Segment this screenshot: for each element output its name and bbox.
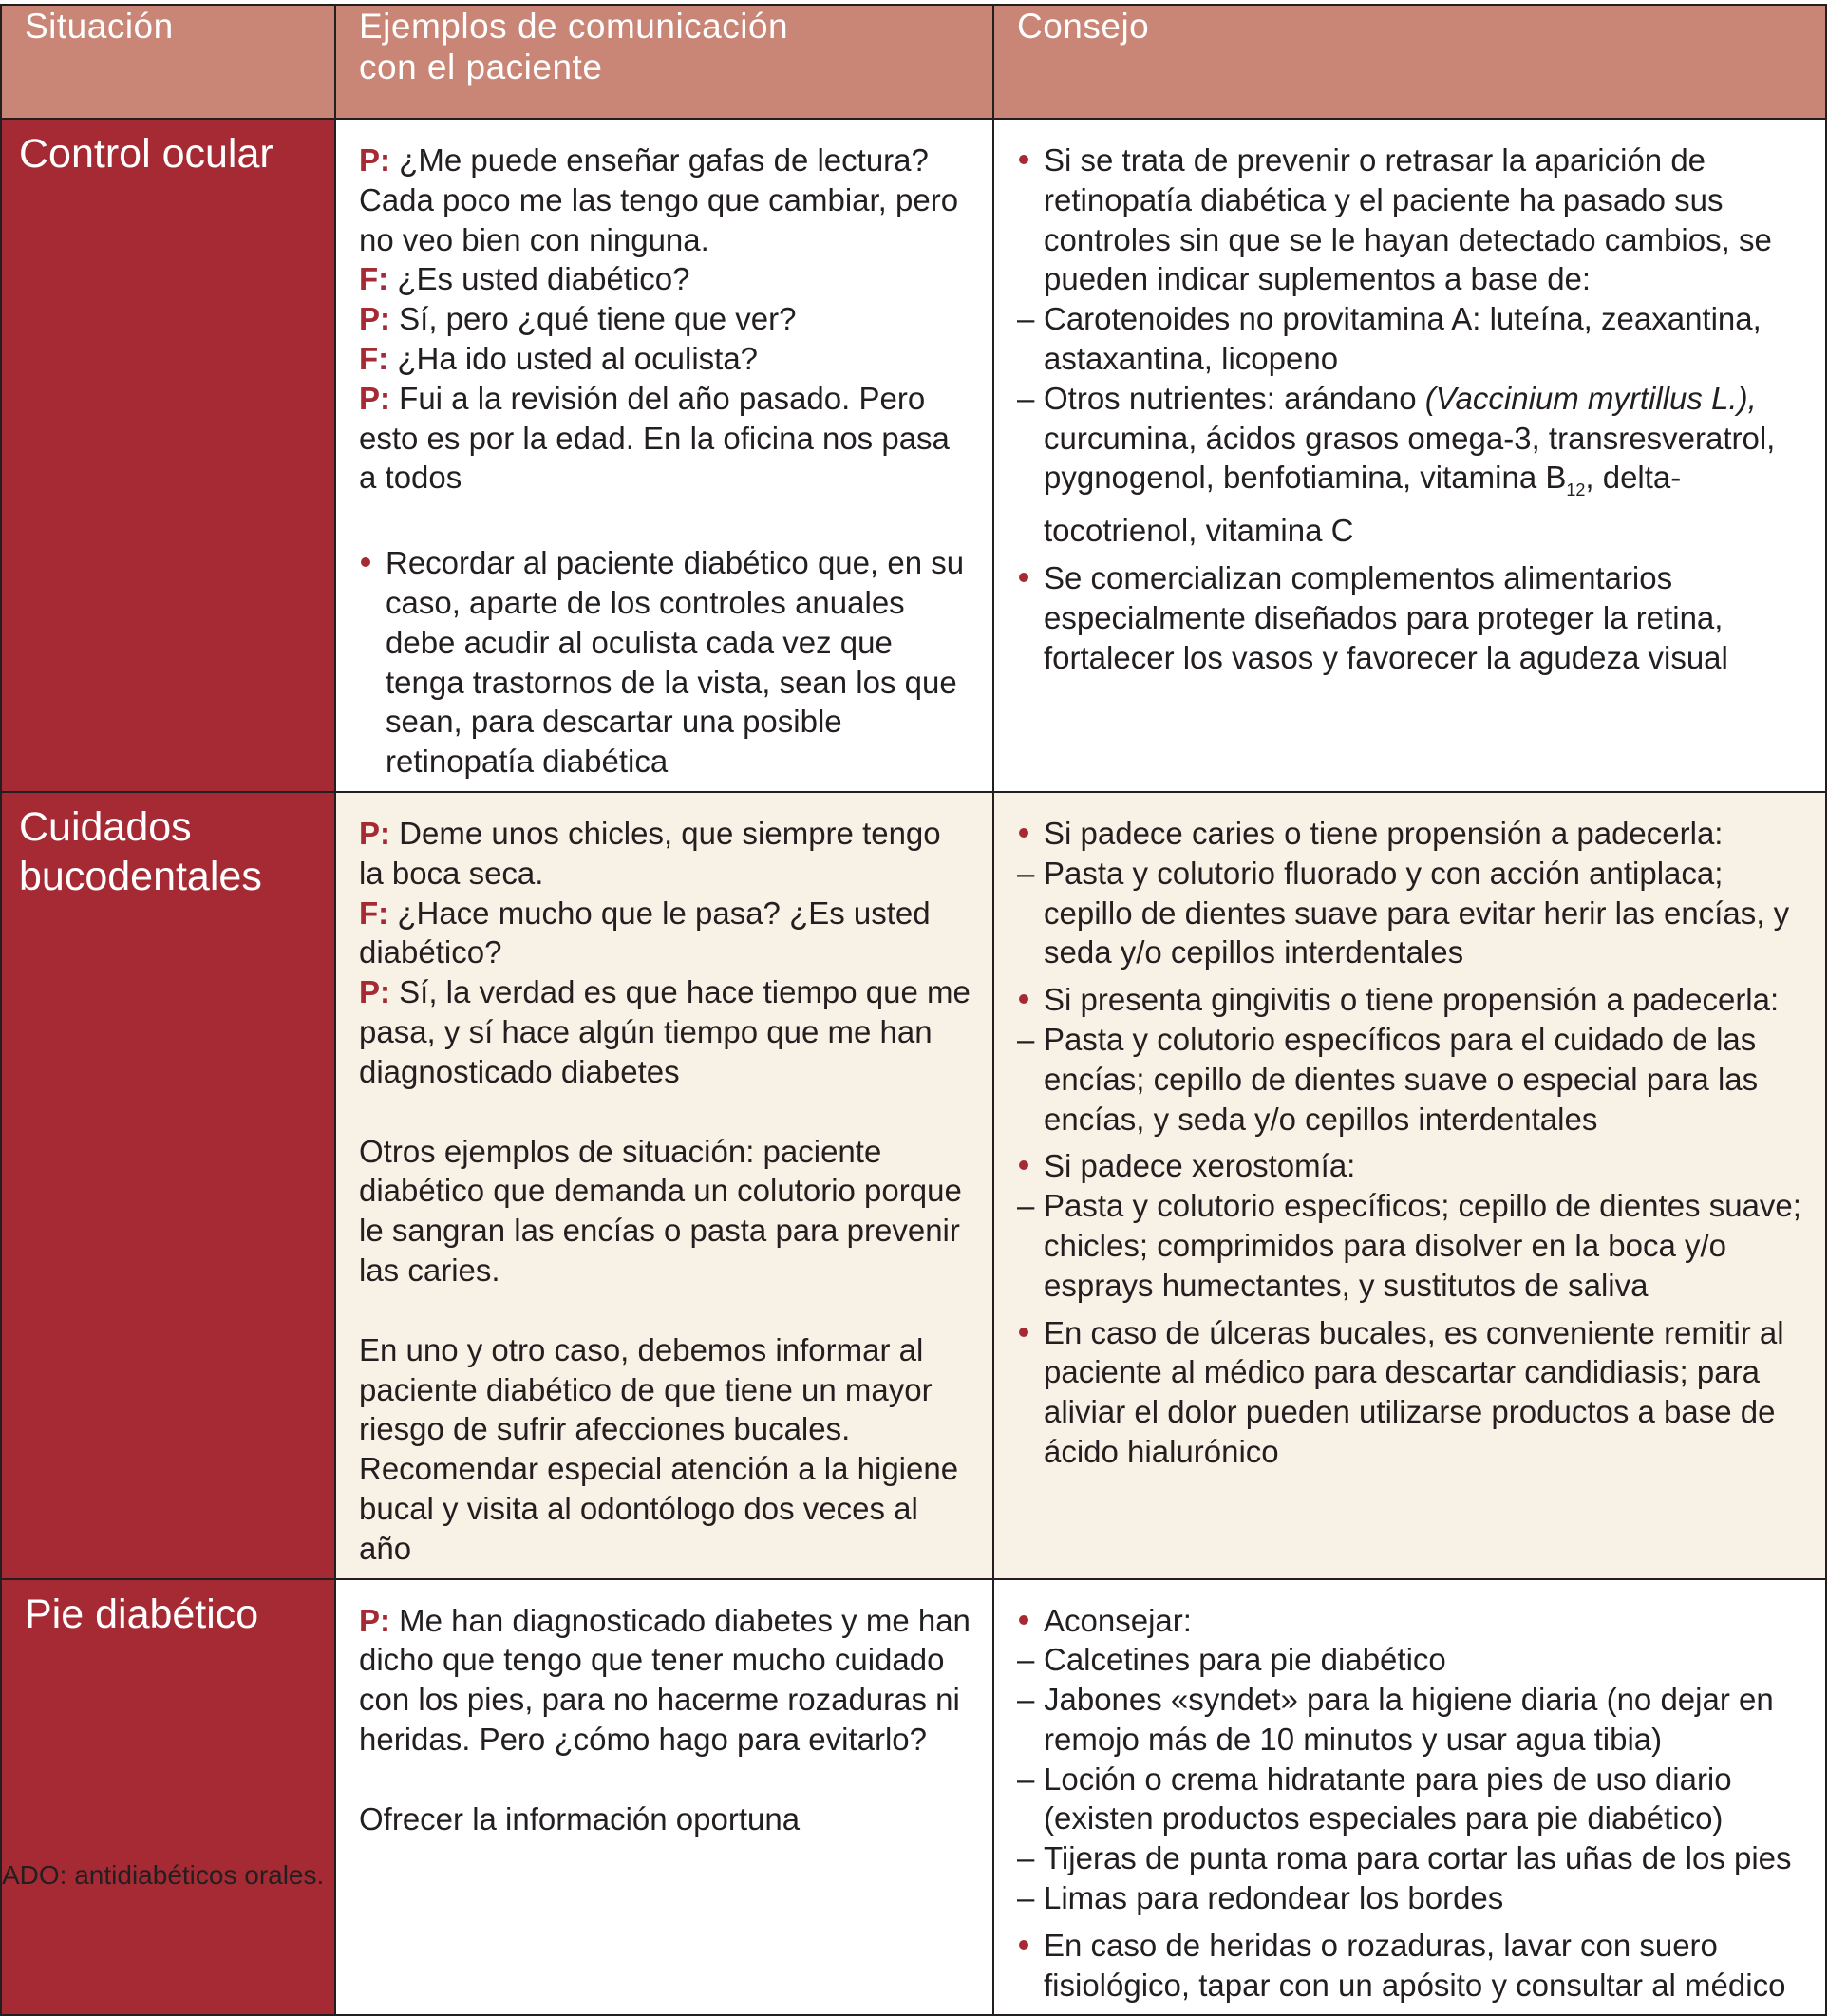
advice-table <box>0 4 1827 2016</box>
sub-item: – Carotenoides no provitamina A: luteína, zeaxantina, astaxantina, licopeno <box>1017 301 1762 376</box>
bullet-dot-icon <box>1019 155 1028 164</box>
bullet-dot-icon <box>1019 1940 1028 1950</box>
bullet-dot-icon <box>1019 573 1028 582</box>
table-row <box>1 119 1826 792</box>
sub-item: – Pasta y colutorio específicos; cepillo de dientes suave; chicles; comprimidos para disolver en la boca y/o esprays humectantes, y sustitutos de saliva <box>1017 1188 1801 1303</box>
sub-item: – Pasta y colutorio fluorado y con acción antiplaca; cepillo de dientes suave para evitar herir las encías, y seda y/o cepillos interdentales <box>1017 855 1790 970</box>
advice-cell <box>993 792 1826 1579</box>
sub-item: – Otros nutrientes: arándano (Vaccinium myrtillus L.), curcumina, ácidos grasos omega-3, transresveratrol, pygnogenol, benfotiamina, vitamina $B_{12}$, delta-tocotrienol, vitamina C <box>1017 380 1776 549</box>
bullet-dot-icon <box>1019 1615 1028 1625</box>
bullet-item: En caso de úlceras bucales, es conveniente remitir al paciente al médico para descartar candidiasis; para aliviar el dolor pueden utilizarse productos a base de ácido hialurónico <box>1017 1313 1806 1472</box>
bullet-item: Si padece xerostomía: <box>1017 1146 1806 1186</box>
paragraph: En uno y otro caso, debemos informar al paciente diabético de que tiene un mayor riesgo de sufrir afecciones bucales. Recomendar especial atención a la higiene bucal y visita al odontólogo dos veces al año <box>359 1331 959 1566</box>
dialogue-line: P: Me han diagnosticado diabetes y me han dicho que tengo que tener mucho cuidado con los pies, para no hacerme rozaduras ni heridas. Pero ¿cómo hago para evitarlo? <box>359 1602 971 1757</box>
header-ejemplos: Ejemplos de comunicación con el paciente <box>335 5 993 119</box>
dialogue-line: P: Deme unos chicles, que siempre tengo la boca seca. <box>359 815 941 891</box>
bullet-dot-icon <box>361 557 370 567</box>
table-row <box>1 1579 1826 2016</box>
bullet-dot-icon <box>1019 828 1028 838</box>
bullet-dot-icon <box>1019 1160 1028 1170</box>
bullet-dot-icon <box>1019 1328 1028 1337</box>
bullet-item: Si se trata de prevenir o retrasar la aparición de retinopatía diabética y el paciente ha pasado sus controles sin que se le hayan detectado cambios, se pueden indicar suplementos a base de: <box>1017 141 1806 299</box>
communication-cell <box>335 119 993 792</box>
communication-cell <box>335 1579 993 2016</box>
sub-item: – Loción o crema hidratante para pies de uso diario (existen productos especiales para pie diabético) <box>1017 1761 1732 1837</box>
situation-label: Cuidados bucodentales <box>19 803 262 899</box>
dialogue-line: P: Sí, la verdad es que hace tiempo que me pasa, y sí hace algún tiempo que me han diagnosticado diabetes <box>359 974 971 1089</box>
header-situacion: Situación <box>1 5 335 119</box>
dialogue-line: F: ¿Es usted diabético? <box>359 261 690 297</box>
advice-cell <box>993 1579 1826 2016</box>
bullet-dot-icon <box>1019 994 1028 1004</box>
situation-cell <box>1 1579 335 2016</box>
footnote: ADO: antidiabéticos orales. <box>2 1860 325 1890</box>
dialogue-line: P: Sí, pero ¿qué tiene que ver? <box>359 301 797 337</box>
header-consejo: Consejo <box>993 5 1826 119</box>
dialogue-line: P: Fui a la revisión del año pasado. Pero esto es por la edad. En la oficina nos pasa a todos <box>359 380 950 496</box>
table-header-row <box>1 5 1826 119</box>
dialogue-line: P: ¿Me puede enseñar gafas de lectura? Cada poco me las tengo que cambiar, pero no veo bien con ninguna. <box>359 142 959 257</box>
sub-item: – Calcetines para pie diabético <box>1017 1642 1446 1678</box>
sub-item: – Limas para redondear los bordes <box>1017 1880 1504 1916</box>
situation-label: Control ocular <box>19 131 273 177</box>
bullet-item: Aconsejar: <box>1017 1601 1806 1641</box>
table-row <box>1 792 1826 1579</box>
sub-item: – Pasta y colutorio específicos para el cuidado de las encías; cepillo de dientes suave o especial para las encías, y seda y/o cepillos interdentales <box>1017 1021 1759 1137</box>
sub-item: – Tijeras de punta roma para cortar las uñas de los pies <box>1017 1840 1792 1876</box>
situation-cell <box>1 119 335 792</box>
bullet-item: Si presenta gingivitis o tiene propensión a padecerla: <box>1017 980 1806 1020</box>
bullet-item: Se comercializan complementos alimentarios especialmente diseñados para proteger la retina, fortalecer los vasos y favorecer la agudeza visual <box>1017 558 1806 677</box>
dialogue-line: F: ¿Ha ido usted al oculista? <box>359 340 759 376</box>
bullet-item: En caso de heridas o rozaduras, lavar con suero fisiológico, tapar con un apósito y consultar al médico <box>1017 1926 1806 2006</box>
dialogue-line: F: ¿Hace mucho que le pasa? ¿Es usted diabético? <box>359 895 931 970</box>
situation-cell <box>1 792 335 1579</box>
bullet-item: Recordar al paciente diabético que, en su caso, aparte de los controles anuales debe acudir al oculista cada vez que tenga trastornos de la vista, sean los que sean, para descartar una posible retinopatía diabética <box>359 543 973 782</box>
advice-cell <box>993 119 1826 792</box>
sub-item: – Jabones «syndet» para la higiene diaria (no dejar en remojo más de 10 minutos y usar agua tibia) <box>1017 1682 1774 1757</box>
bullet-item: Si padece caries o tiene propensión a padecerla: <box>1017 814 1806 854</box>
paragraph: Ofrecer la información oportuna <box>359 1800 801 1837</box>
communication-cell <box>335 792 993 1579</box>
situation-label: Pie diabético <box>25 1591 259 1637</box>
paragraph: Otros ejemplos de situación: paciente diabético que demanda un colutorio porque le sangran las encías o pasta para prevenir las caries. <box>359 1133 962 1288</box>
